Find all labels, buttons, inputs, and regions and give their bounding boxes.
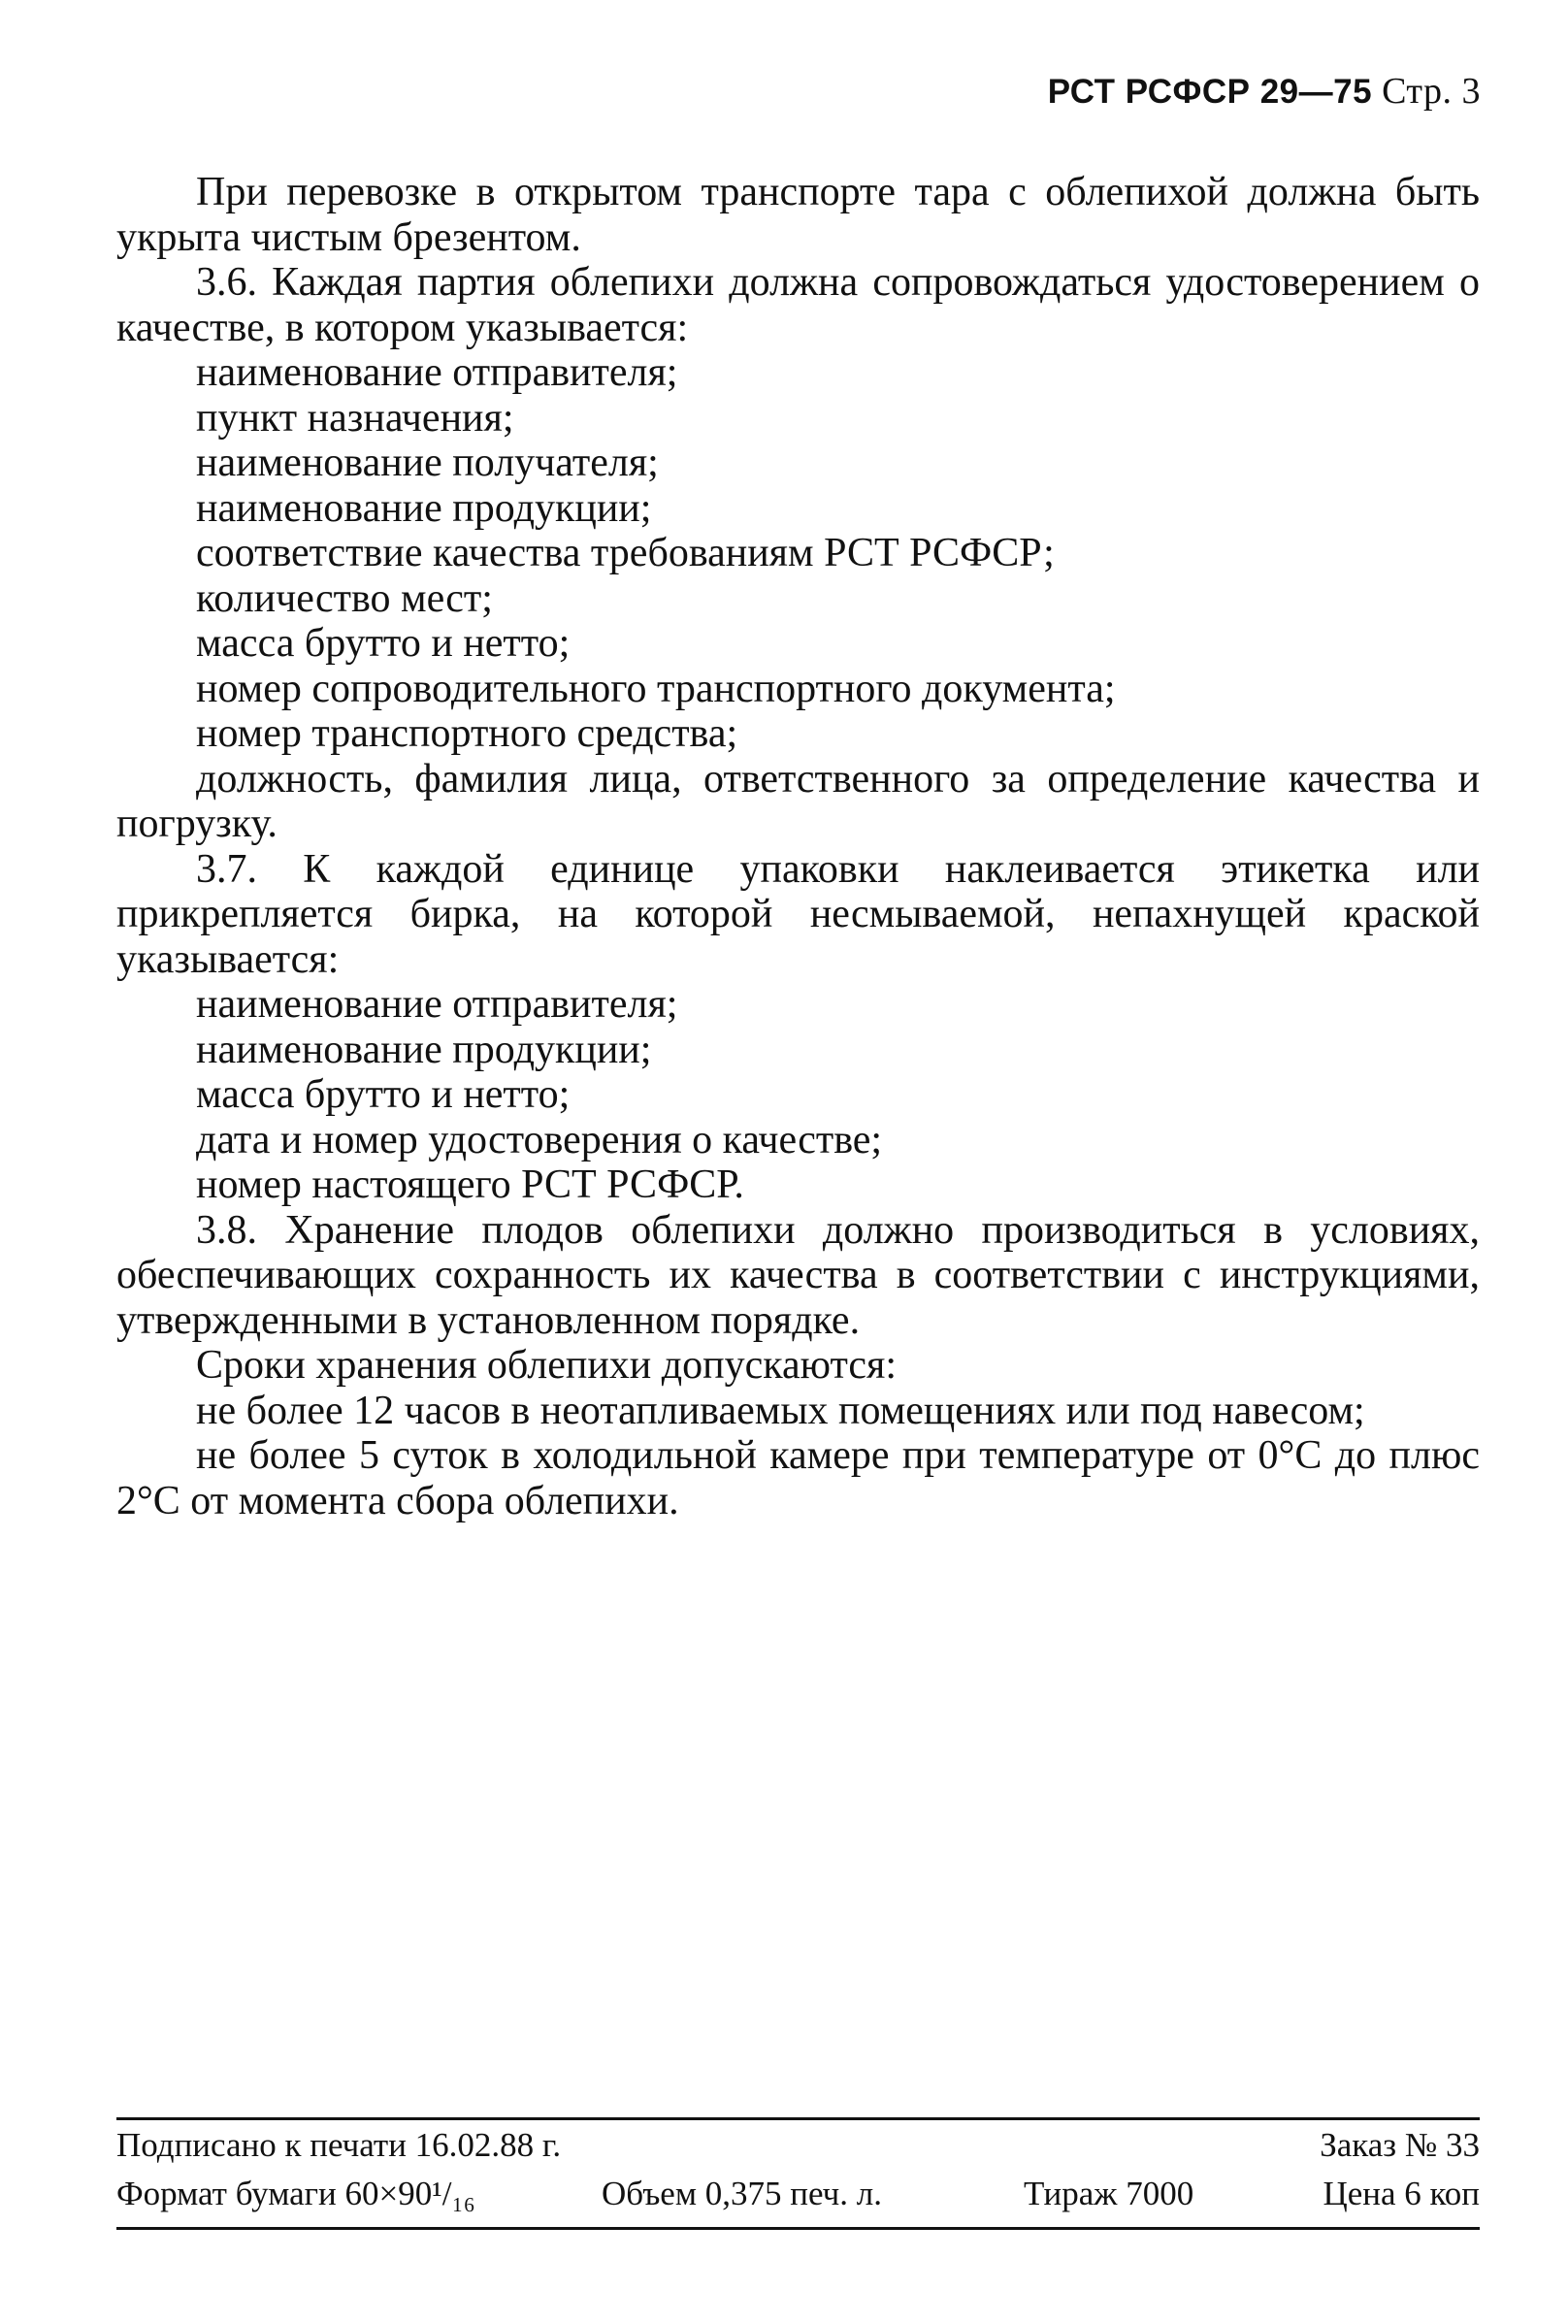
list-item: масса брутто и нетто;: [196, 1072, 571, 1117]
list-item: масса брутто и нетто;: [196, 621, 571, 666]
section-3-6: 3.6. Каждая партия облепихи должна сопровождаться удостоверением о качестве, в котором указывается:: [116, 260, 1480, 350]
list-item: пункт назначения;: [196, 395, 514, 441]
page-header: [1048, 70, 1481, 113]
list-item: наименование продукции;: [196, 1027, 652, 1072]
list-item: должность, фамилия лица, ответственного за определение качества и погрузку.: [116, 756, 1480, 846]
imprint-block: [116, 2117, 1480, 2230]
list-item: наименование отправителя;: [196, 350, 678, 395]
price: Цена 6 коп: [1323, 2175, 1480, 2212]
list-item: номер настоящего РСТ РСФСР.: [196, 1162, 744, 1207]
circulation: Тираж 7000: [1024, 2175, 1194, 2212]
paragraph: не более 12 часов в неотапливаемых помещениях или под навесом;: [196, 1388, 1365, 1433]
list-item: соответствие качества требованиям РСТ РСФСР;: [196, 531, 1055, 575]
paragraph: При перевозке в открытом транспорте тара с облепихой должна быть укрыта чистым брезентом.: [116, 170, 1480, 260]
list-item: количество мест;: [196, 575, 493, 621]
section-3-8: 3.8. Хранение плодов облепихи должно производиться в условиях, обеспечивающих сохранность их качества в соответствии с инструкциями, утвержденными в установленном порядке.: [116, 1207, 1480, 1343]
print-volume: Объем 0,375 печ. л.: [602, 2175, 882, 2212]
list-item: номер транспортного средства;: [196, 711, 738, 756]
page-number: Стр. 3: [1382, 71, 1481, 112]
signed-date: Подписано к печати 16.02.88 г.: [116, 2126, 562, 2164]
document-body: [116, 170, 1480, 1523]
list-item: номер сопроводительного транспортного документа;: [196, 666, 1116, 711]
standard-code: РСТ РСФСР 29—75: [1047, 73, 1373, 111]
list-item: дата и номер удостоверения о качестве;: [196, 1117, 883, 1162]
imprint-row-1: [116, 2120, 1480, 2169]
list-item: наименование отправителя;: [196, 982, 678, 1027]
paragraph: не более 5 суток в холодильной камере при температуре от 0°С до плюс 2°С от момента сбора облепихи.: [116, 1433, 1480, 1523]
list-item: наименование получателя;: [196, 441, 659, 485]
section-3-7: 3.7. К каждой единице упаковки наклеивается этикетка или прикрепляется бирка, на которой несмываемой, непахнущей краской указывается:: [116, 846, 1480, 982]
imprint-row-2: [116, 2169, 1480, 2217]
paragraph: Сроки хранения облепихи допускаются:: [196, 1343, 897, 1388]
paper-format: Формат бумаги 60×90¹/₁₆: [116, 2175, 475, 2212]
order-number: Заказ № 33: [1320, 2126, 1480, 2164]
list-item: наименование продукции;: [196, 485, 652, 531]
imprint-bottom-rule: [116, 2227, 1480, 2230]
